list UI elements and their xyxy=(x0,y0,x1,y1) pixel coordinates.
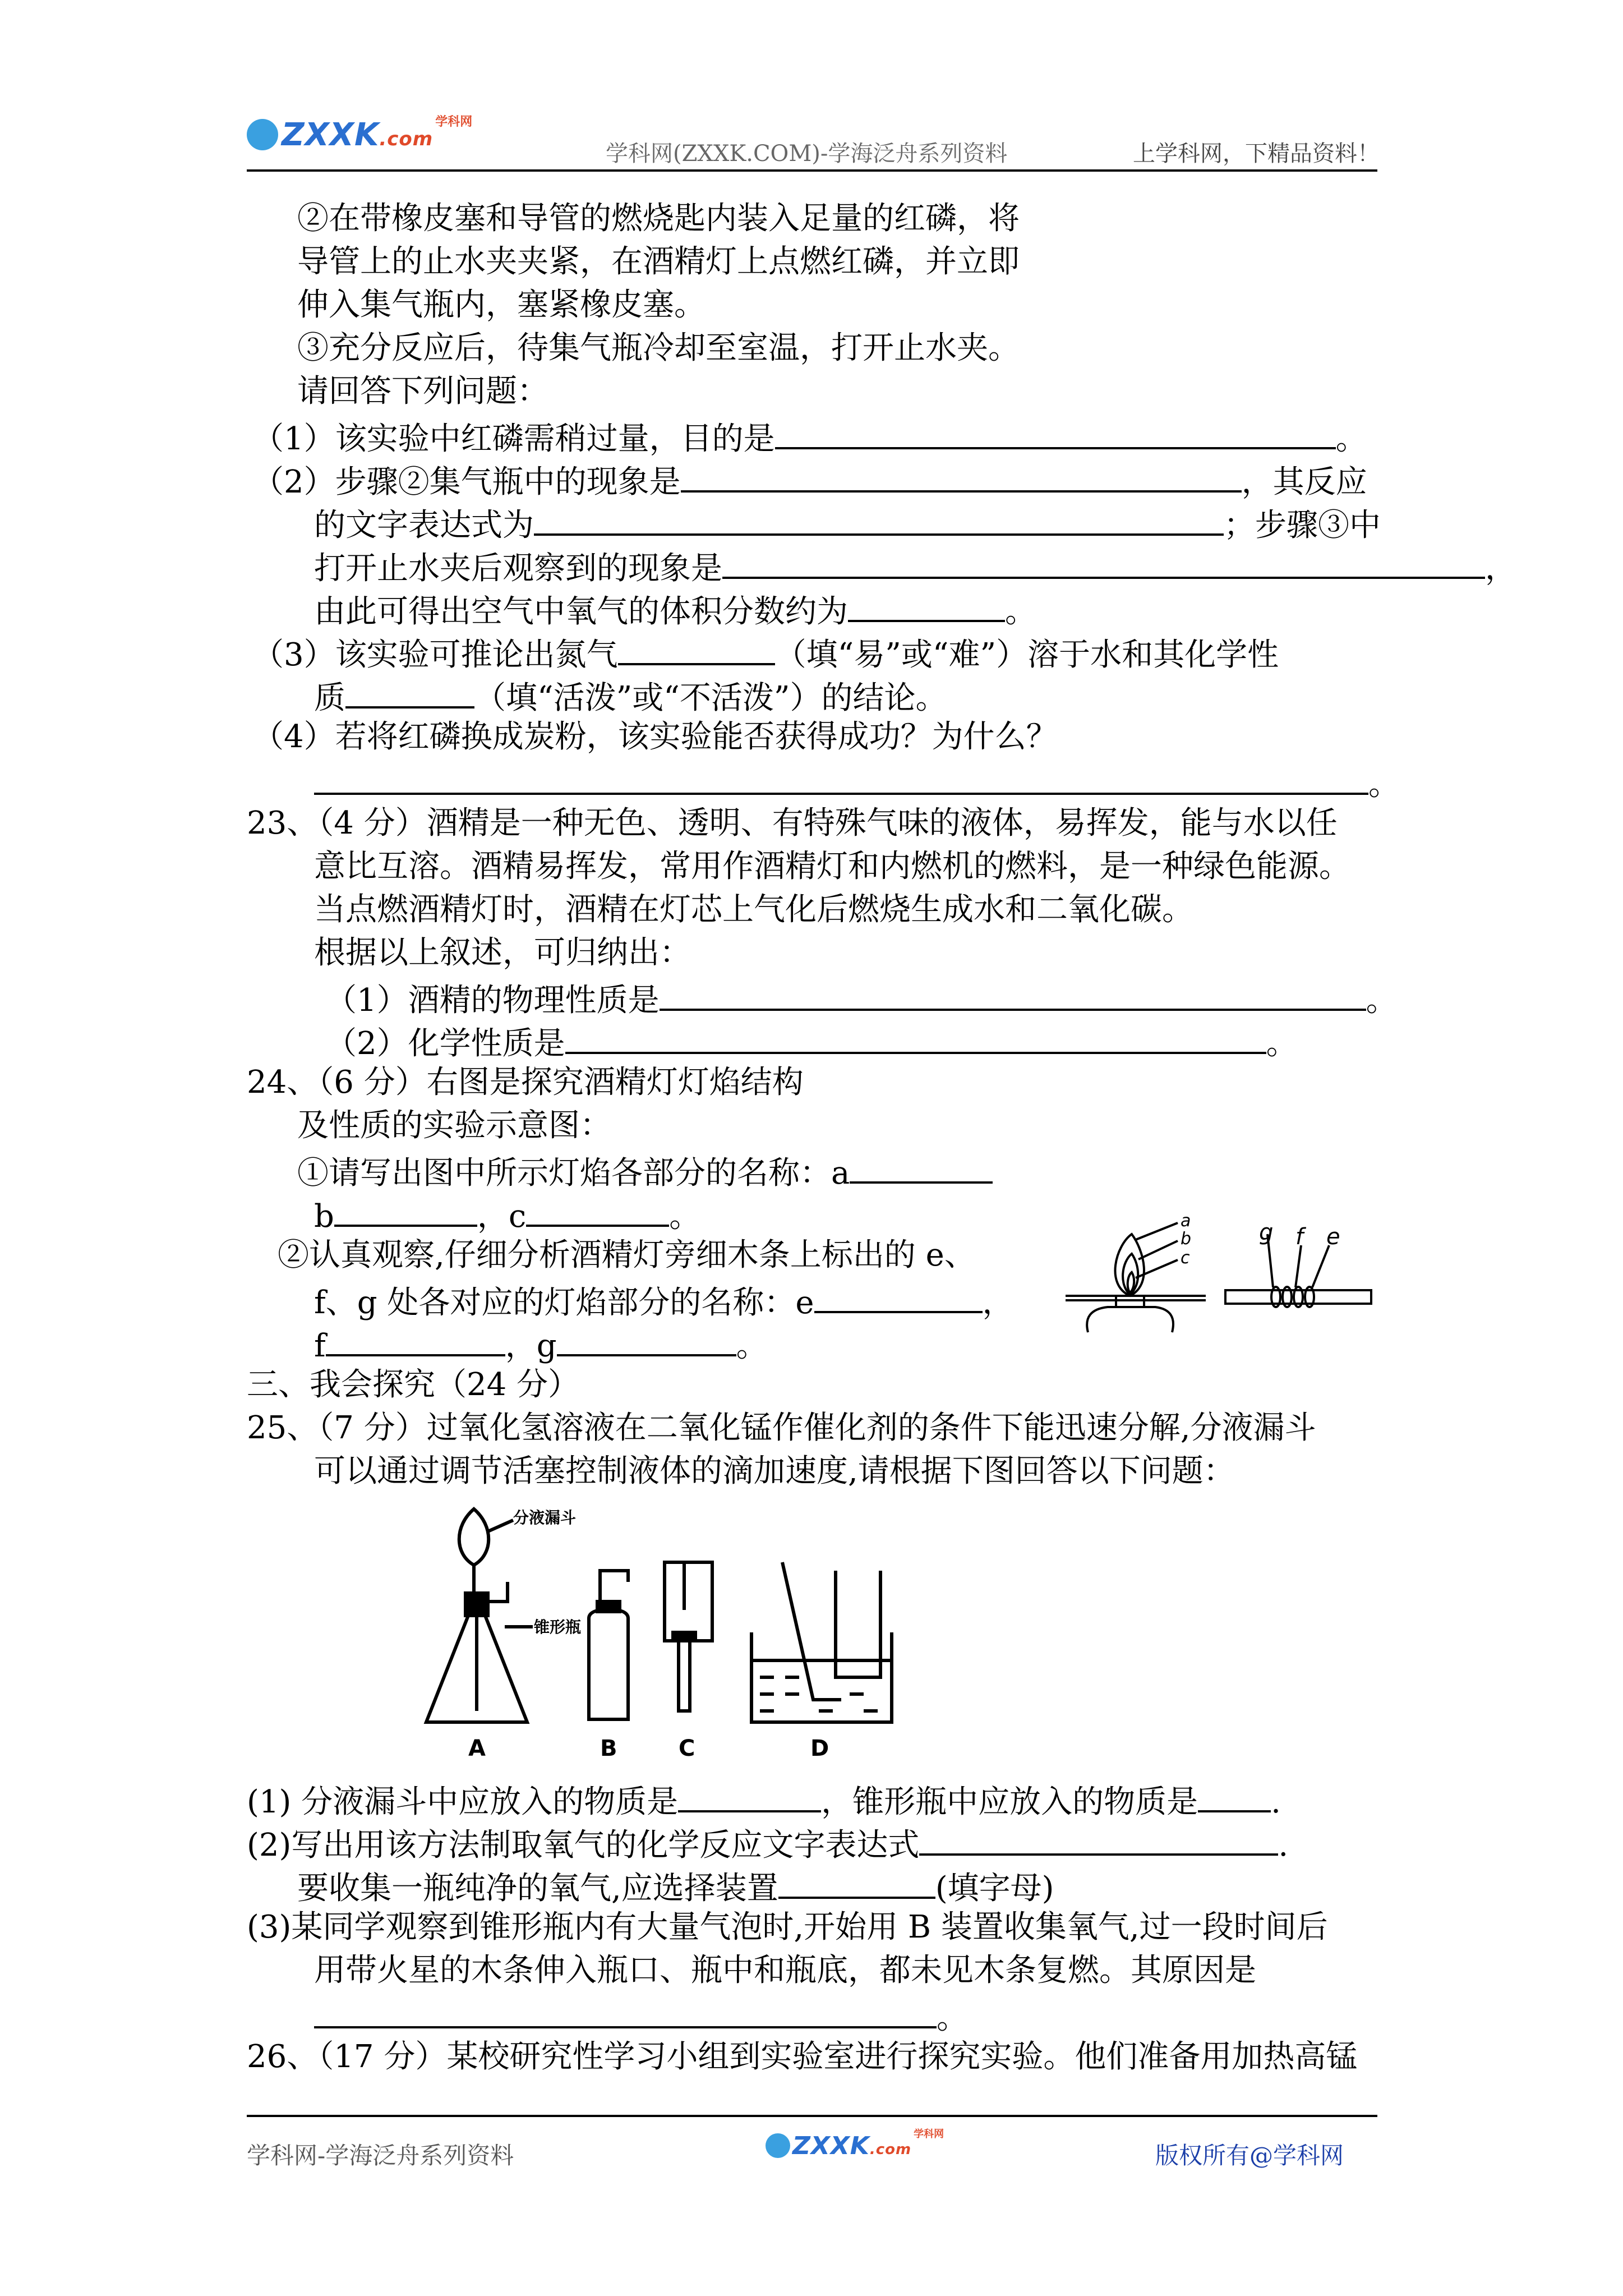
question-3: （3）该实验可推论出氮气 （填“易”或“难”）溶于水和其化学性 xyxy=(252,634,1279,672)
text-line: f ，g 。 xyxy=(314,1325,768,1363)
footer-logo-cn: 学科网 xyxy=(914,2128,944,2140)
text-line: 请回答下列问题： xyxy=(297,373,548,409)
apparatus-label-d: D xyxy=(810,1736,829,1761)
apparatus-figure xyxy=(415,1498,965,1767)
answer-blank[interactable] xyxy=(314,763,1368,795)
text-line: 的文字表达式为 ；步骤③中 xyxy=(314,504,1381,542)
text-line: b ，c 。 xyxy=(314,1195,700,1234)
apparatus-label-c: C xyxy=(679,1736,695,1761)
answer-blank[interactable] xyxy=(722,547,1485,579)
answer-blank[interactable] xyxy=(618,634,775,665)
text-line: 质 （填“活泼”或“不活泼”）的结论。 xyxy=(314,677,947,715)
apparatus-label-b: B xyxy=(600,1736,617,1761)
answer-blank[interactable] xyxy=(660,979,1366,1011)
q25-part2: (2)写出用该方法制取氧气的化学反应文字表达式 . xyxy=(247,1824,1288,1862)
text-line: 。 xyxy=(314,1997,968,2035)
answer-blank[interactable] xyxy=(334,1195,477,1227)
answer-blank[interactable] xyxy=(681,461,1242,493)
text-line: 由此可得出空气中氧气的体积分数约为 。 xyxy=(314,591,1036,629)
text-line: （1）酒精的物理性质是 。 xyxy=(325,979,1398,1018)
question-4: （4）若将红磷换成炭粉，该实验能否获得成功？为什么？ xyxy=(252,719,1058,755)
footer-logo-suffix: .com xyxy=(869,2141,912,2158)
answer-blank[interactable] xyxy=(919,1824,1278,1856)
strip-label-e: e xyxy=(1326,1224,1340,1250)
answer-blank[interactable] xyxy=(326,1325,505,1356)
flask-label: 锥形瓶 xyxy=(534,1618,582,1636)
apparatus-c-icon xyxy=(665,1562,712,1711)
text-line: 及性质的实验示意图： xyxy=(297,1107,611,1144)
answer-blank[interactable] xyxy=(848,591,1005,622)
flame-label-a: a xyxy=(1181,1211,1191,1231)
header-logo[interactable] xyxy=(247,112,472,157)
question-25: 25、（7 分）过氧化氢溶液在二氧化锰作催化剂的条件下能迅速分解,分液漏斗 xyxy=(247,1410,1316,1446)
answer-blank[interactable] xyxy=(314,1997,937,2028)
text-line: 要收集一瓶纯净的氧气,应选择装置 (填字母) xyxy=(297,1867,1054,1906)
question-23: 23、（4 分）酒精是一种无色、透明、有特殊气味的液体，易挥发，能与水以任 xyxy=(247,805,1338,841)
answer-blank[interactable] xyxy=(775,418,1336,449)
logo-cn: 学科网 xyxy=(435,115,473,129)
answer-blank[interactable] xyxy=(557,1325,736,1356)
question-26: 26、（17 分）某校研究性学习小组到实验室进行探究实验。他们准备用加热高锰 xyxy=(247,2039,1358,2075)
text-line: f、g 处各对应的灯焰部分的名称：e ， xyxy=(314,1282,1014,1320)
text-line: ③充分反应后，待集气瓶冷却至室温，打开止水夹。 xyxy=(297,330,1020,366)
mascot-icon xyxy=(247,119,278,150)
answer-blank[interactable] xyxy=(678,1781,821,1812)
apparatus-d-icon xyxy=(751,1562,892,1722)
apparatus-b-icon xyxy=(589,1571,628,1719)
text-line: 打开止水夹后观察到的现象是 ， xyxy=(314,547,1516,586)
logo-suffix: .com xyxy=(379,127,434,150)
apparatus-a-icon xyxy=(426,1509,533,1722)
answer-blank[interactable] xyxy=(850,1152,993,1184)
text-line: ①请写出图中所示灯焰各部分的名称：a xyxy=(297,1152,993,1190)
header-rule xyxy=(247,169,1377,172)
question-24: 24、（6 分）右图是探究酒精灯灯焰结构 xyxy=(247,1064,804,1101)
footer-rule xyxy=(247,2115,1377,2117)
question-2: （2）步骤②集气瓶中的现象是 ，其反应 xyxy=(252,461,1367,499)
footer-right-text: 版权所有@学科网 xyxy=(1155,2142,1344,2169)
footer-left-text: 学科网-学海泛舟系列资料 xyxy=(247,2142,514,2169)
section-3-title: 三、我会探究（24 分） xyxy=(247,1366,580,1403)
text-line: 可以通过调节活塞控制液体的滴加速度,请根据下图回答以下问题： xyxy=(314,1453,1235,1489)
apparatus-label-a: A xyxy=(468,1736,486,1761)
question-1: （1）该实验中红磷需稍过量，目的是 。 xyxy=(252,418,1367,456)
text-line: 伸入集气瓶内，塞紧橡皮塞。 xyxy=(297,287,706,323)
q25-part1: (1) 分液漏斗中应放入的物质是 ，锥形瓶中应放入的物质是 . xyxy=(247,1781,1281,1819)
answer-blank[interactable] xyxy=(814,1282,983,1313)
header-right-text: 上学科网，下精品资料！ xyxy=(1133,141,1380,167)
text-line: ②认真观察,仔细分析酒精灯旁细木条上标出的 e、 xyxy=(278,1237,976,1273)
flame-label-b: b xyxy=(1181,1229,1192,1249)
text-line: 根据以上叙述，可归纳出： xyxy=(314,935,691,971)
text-line: 意比互溶。酒精易挥发，常用作酒精灯和内燃机的燃料，是一种绿色能源。 xyxy=(314,848,1350,885)
text-line: （2）化学性质是 。 xyxy=(325,1023,1298,1061)
strip-label-f: f xyxy=(1295,1224,1304,1250)
text-line: 当点燃酒精灯时，酒精在灯芯上气化后燃烧生成水和二氧化碳。 xyxy=(314,891,1193,928)
text-line: 导管上的止水夹夹紧，在酒精灯上点燃红磷，并立即 xyxy=(297,243,1020,280)
header-center-text: 学科网(ZXXK.COM)-学海泛舟系列资料 xyxy=(606,141,1008,167)
flame-figure xyxy=(1066,1206,1380,1335)
footer-logo-text: ZXXK xyxy=(792,2131,870,2160)
answer-blank[interactable] xyxy=(778,1867,935,1899)
flame-label-c: c xyxy=(1181,1248,1190,1268)
answer-blank[interactable] xyxy=(526,1195,669,1227)
text-line: 用带火星的木条伸入瓶口、瓶中和瓶底，都未见木条复燃。其原因是 xyxy=(314,1952,1256,1989)
q25-part3: (3)某同学观察到锥形瓶内有大量气泡时,开始用 B 装置收集氧气,过一段时间后 xyxy=(247,1909,1328,1945)
text-line: 。 xyxy=(314,763,1400,802)
funnel-label: 分液漏斗 xyxy=(513,1508,577,1527)
footer-logo[interactable] xyxy=(766,2126,944,2165)
mascot-icon xyxy=(766,2133,790,2158)
strip-label-g: g xyxy=(1259,1220,1274,1245)
answer-blank[interactable] xyxy=(345,677,474,708)
logo-text: ZXXK xyxy=(282,116,380,153)
answer-blank[interactable] xyxy=(1198,1781,1271,1812)
answer-blank[interactable] xyxy=(565,1023,1266,1054)
text-line: ②在带橡皮塞和导管的燃烧匙内装入足量的红磷，将 xyxy=(297,200,1020,237)
answer-blank[interactable] xyxy=(534,504,1224,536)
